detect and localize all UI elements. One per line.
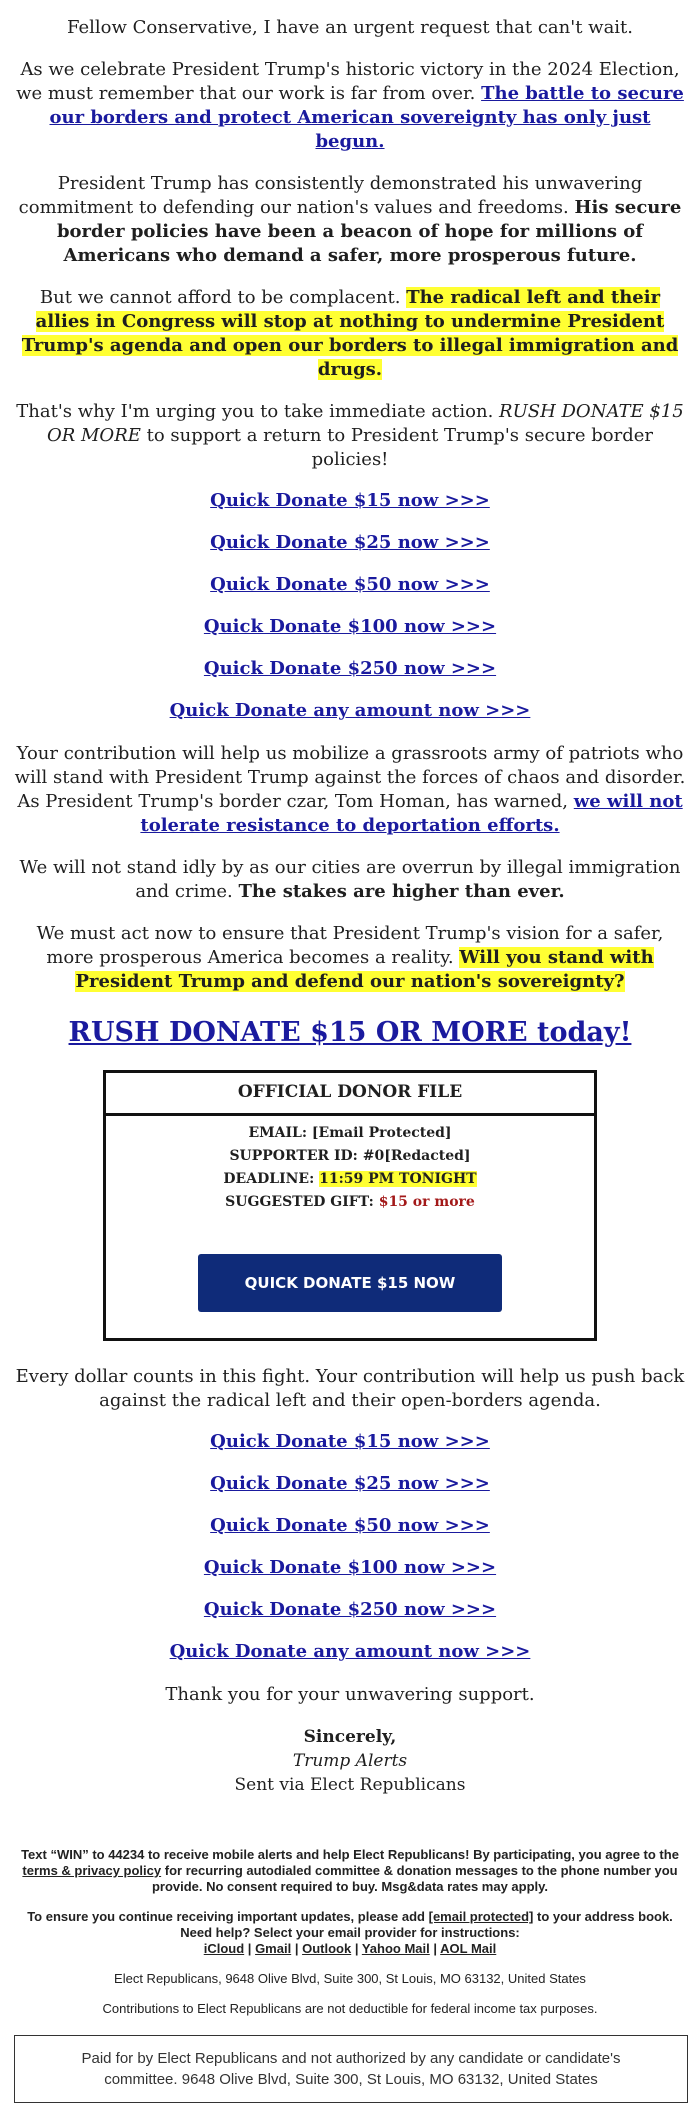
para-action-text-b: to support a return to President Trump's secure border policies! bbox=[146, 425, 654, 470]
deadline-value: 11:59 PM TONIGHT bbox=[319, 1171, 477, 1187]
signature-sent-via: Sent via Elect Republicans bbox=[234, 1775, 466, 1795]
supporter-label: SUPPORTER ID: bbox=[229, 1148, 358, 1164]
separator: | bbox=[433, 1941, 438, 1956]
quick-donate-100-link-2[interactable]: Quick Donate $100 now >>> bbox=[203, 1557, 497, 1578]
footer bbox=[14, 1847, 686, 2103]
gmail-link[interactable]: Gmail bbox=[255, 1941, 292, 1956]
para-action-italic: RUSH DONATE $15 OR MORE bbox=[46, 401, 684, 446]
border-battle-link[interactable]: The battle to secure our borders and protect American sovereignty has only just begun. bbox=[49, 83, 684, 152]
deadline-label: DEADLINE: bbox=[223, 1171, 315, 1187]
yahoo-mail-link[interactable]: Yahoo Mail bbox=[361, 1941, 430, 1956]
separator: | bbox=[294, 1941, 299, 1956]
quick-donate-100-link[interactable]: Quick Donate $100 now >>> bbox=[203, 616, 497, 637]
para-stakes-bold: The stakes are higher than ever. bbox=[238, 881, 565, 902]
separator: | bbox=[247, 1941, 252, 1956]
para-mobilize bbox=[14, 742, 686, 838]
provider-text-a: To ensure you continue receiving important updates, please add bbox=[27, 1909, 425, 1924]
signature-name: Trump Alerts bbox=[292, 1751, 408, 1771]
paid-for-box: Paid for by Elect Republicans and not authorized by any candidate or candidate's committee. 9648 Olive Blvd, Suite 300, St Louis, MO 63132, United States bbox=[14, 2035, 688, 2103]
quick-donate-25-link-2[interactable]: Quick Donate $25 now >>> bbox=[210, 1473, 490, 1494]
para-complacent bbox=[14, 286, 686, 382]
para-vision-text: We must act now to ensure that President Trump's vision for a safer, more prosperous America becomes a reality. bbox=[36, 923, 664, 968]
para-commitment-bold: His secure border policies have been a beacon of hope for millions of Americans who demand a safer, more prosperous future. bbox=[56, 197, 682, 266]
deportation-link[interactable]: we will not tolerate resistance to deportation efforts. bbox=[140, 791, 683, 836]
email-label: EMAIL: bbox=[248, 1125, 308, 1141]
donate-links-bottom bbox=[14, 1431, 686, 1663]
sms-disclaimer bbox=[14, 1847, 686, 1895]
intro-line: Fellow Conservative, I have an urgent request that can't wait. bbox=[66, 17, 634, 38]
gift-row bbox=[106, 1191, 594, 1214]
deadline-row bbox=[106, 1168, 594, 1191]
quick-donate-250-link[interactable]: Quick Donate $250 now >>> bbox=[203, 658, 497, 679]
quick-donate-any-link-2[interactable]: Quick Donate any amount now >>> bbox=[169, 1641, 531, 1662]
para-complacent-text: But we cannot afford to be complacent. bbox=[39, 287, 401, 308]
rush-donate-link[interactable]: RUSH DONATE $15 OR MORE today! bbox=[68, 1017, 632, 1048]
supporter-row bbox=[106, 1145, 594, 1168]
para-stakes-text: We will not stand idly by as our cities are overrun by illegal immigration and crime. bbox=[19, 857, 681, 902]
provider-text-b: to your address book. Need help? Select your email provider for instructions: bbox=[180, 1909, 673, 1940]
quick-donate-any-link[interactable]: Quick Donate any amount now >>> bbox=[169, 700, 531, 721]
mailing-address: Elect Republicans, 9648 Olive Blvd, Suite 300, St Louis, MO 63132, United States bbox=[114, 1971, 586, 1986]
terms-privacy-link[interactable]: terms & privacy policy bbox=[22, 1863, 162, 1878]
para-vision bbox=[14, 922, 686, 994]
quick-donate-50-link-2[interactable]: Quick Donate $50 now >>> bbox=[210, 1515, 490, 1536]
para-mobilize-text: Your contribution will help us mobilize a grassroots army of patriots who will stand with President Trump against the forces of chaos and disorder. As President Trump's border czar, Tom Homan, has warned, bbox=[14, 743, 686, 812]
donor-file-box bbox=[103, 1070, 597, 1341]
icloud-link[interactable]: iCloud bbox=[203, 1941, 245, 1956]
address-book-notice bbox=[14, 1909, 686, 1957]
para-victory-text: As we celebrate President Trump's historic victory in the 2024 Election, we must remember that our work is far from over. bbox=[16, 59, 680, 104]
para-action bbox=[14, 400, 686, 472]
signature-closing: Sincerely, bbox=[303, 1727, 397, 1747]
quick-donate-250-link-2[interactable]: Quick Donate $250 now >>> bbox=[203, 1599, 497, 1620]
quick-donate-15-link[interactable]: Quick Donate $15 now >>> bbox=[210, 490, 490, 511]
email-row bbox=[106, 1122, 594, 1145]
para-commitment-text: President Trump has consistently demonstrated his unwavering commitment to defending our nation's values and freedoms. bbox=[18, 173, 643, 218]
para-complacent-highlight: The radical left and their allies in Congress will stop at nothing to undermine President Trump's agenda and open our borders to illegal immigration and drugs. bbox=[21, 287, 679, 380]
aol-mail-link[interactable]: AOL Mail bbox=[440, 1941, 497, 1956]
email-body bbox=[0, 16, 700, 2103]
para-vision-highlight: Will you stand with President Trump and defend our nation's sovereignty? bbox=[75, 947, 654, 992]
quick-donate-25-link[interactable]: Quick Donate $25 now >>> bbox=[210, 532, 490, 553]
email-value: [Email Protected] bbox=[311, 1125, 452, 1141]
signature-block bbox=[14, 1725, 686, 1797]
outlook-link[interactable]: Outlook bbox=[302, 1941, 352, 1956]
para-action-text-a: That's why I'm urging you to take immediate action. bbox=[16, 401, 494, 422]
supporter-value: #0[Redacted] bbox=[362, 1148, 471, 1164]
quick-donate-15-link-2[interactable]: Quick Donate $15 now >>> bbox=[210, 1431, 490, 1452]
quick-donate-15-button[interactable]: QUICK DONATE $15 NOW bbox=[198, 1254, 502, 1312]
donor-file-details bbox=[106, 1116, 594, 1338]
thanks-line: Thank you for your unwavering support. bbox=[165, 1684, 535, 1705]
sms-text-a: Text “WIN” to 44234 to receive mobile alerts and help Elect Republicans! By participating, you agree to the bbox=[21, 1847, 679, 1862]
donor-file-title: OFFICIAL DONOR FILE bbox=[106, 1073, 594, 1116]
gift-label: SUGGESTED GIFT: bbox=[225, 1194, 374, 1210]
sms-text-b: for recurring autodialed committee & donation messages to the phone number you provide. No consent required to buy. Msg&data rates may apply. bbox=[151, 1863, 678, 1894]
para-victory bbox=[14, 58, 686, 154]
para-stakes bbox=[14, 856, 686, 904]
para-commitment bbox=[14, 172, 686, 268]
quick-donate-50-link[interactable]: Quick Donate $50 now >>> bbox=[210, 574, 490, 595]
donate-links-top bbox=[14, 490, 686, 722]
para-every-dollar: Every dollar counts in this fight. Your contribution will help us push back against the radical left and their open-borders agenda. bbox=[15, 1366, 685, 1411]
protected-email-link[interactable]: [email protected] bbox=[428, 1909, 534, 1924]
separator: | bbox=[354, 1941, 359, 1956]
tax-disclaimer: Contributions to Elect Republicans are not deductible for federal income tax purposes. bbox=[102, 2001, 598, 2016]
gift-value: $15 or more bbox=[378, 1194, 475, 1210]
